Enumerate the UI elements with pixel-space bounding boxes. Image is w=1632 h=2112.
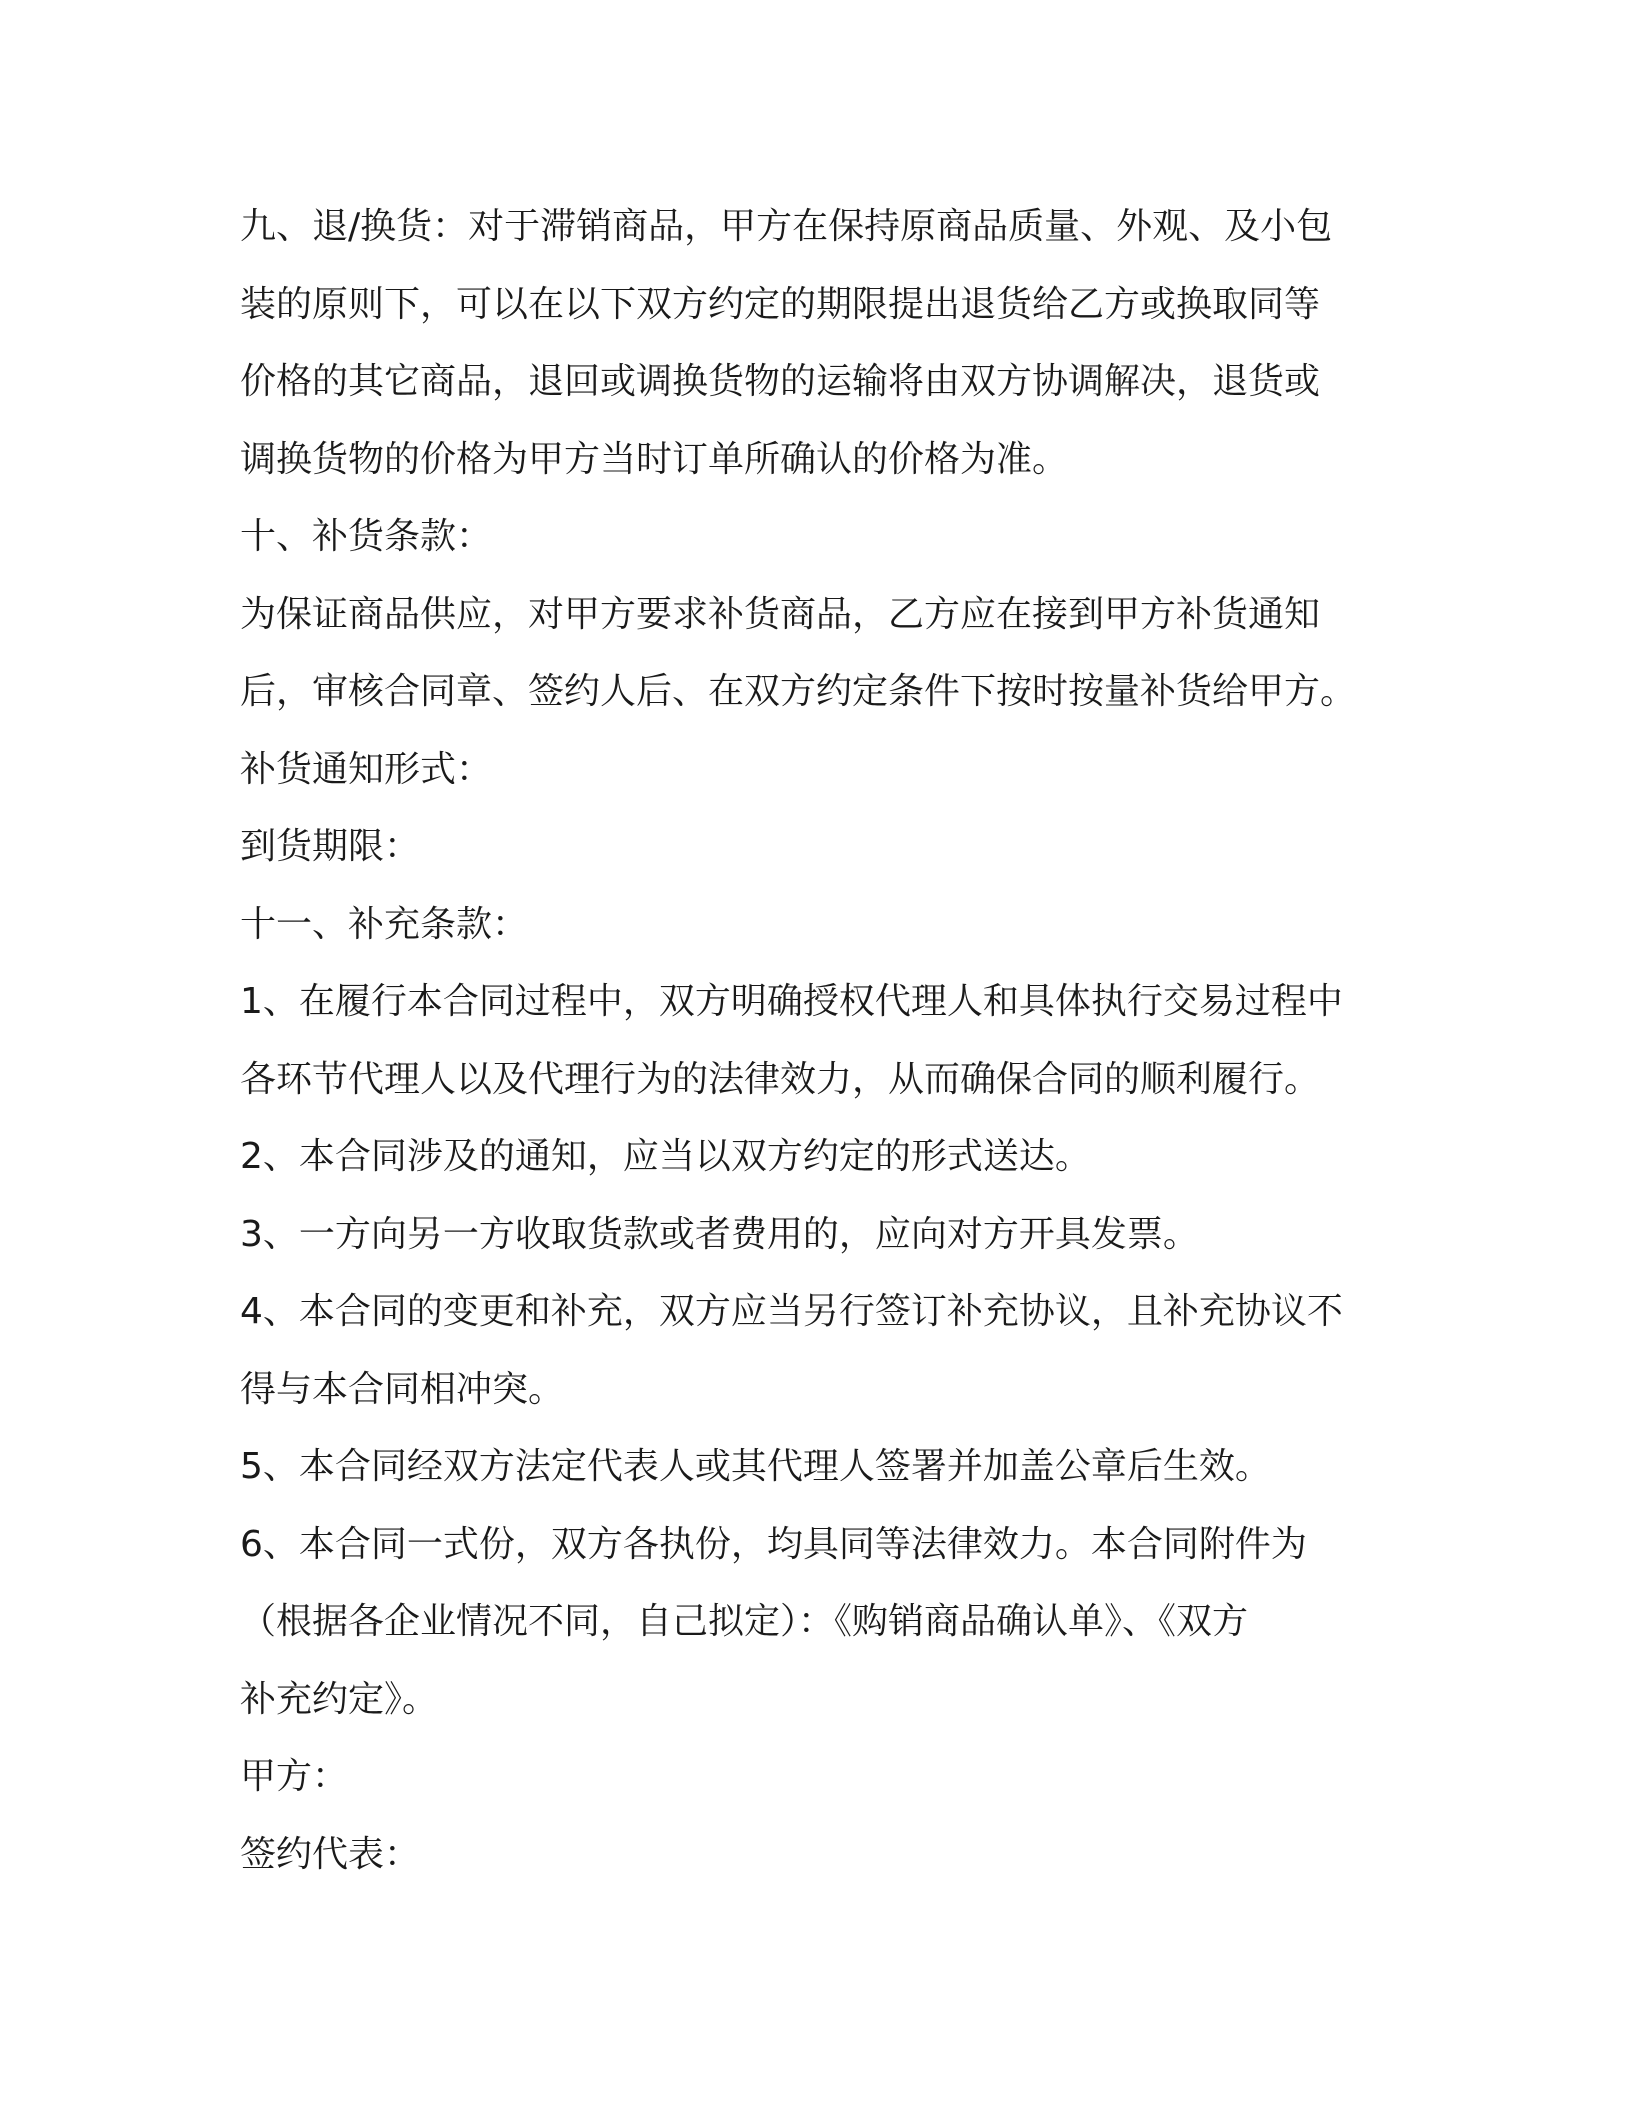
item-4-line-1: 4、本合同的变更和补充，双方应当另行签订补充协议，且补充协议不: [240, 1291, 1343, 1332]
clause-9-line-3: 价格的其它商品，退回或调换货物的运输将由双方协调解决，退货或: [240, 361, 1321, 402]
item-3: 3、一方向另一方收取货款或者费用的，应向对方开具发票。: [240, 1213, 1199, 1255]
delivery-deadline-label: 到货期限：: [240, 826, 421, 867]
party-a-label: 甲方：: [240, 1756, 349, 1797]
clause-9-line-2: 装的原则下，可以在以下双方约定的期限提出退货给乙方或换取同等: [240, 283, 1321, 325]
item-1-line-2: 各环节代理人以及代理行为的法律效力，从而确保合同的顺利履行。: [240, 1058, 1321, 1100]
clause-10-line-1: 为保证商品供应，对甲方要求补货商品，乙方应在接到甲方补货通知: [240, 593, 1321, 635]
item-6-line-3: 补充约定》。: [240, 1678, 439, 1720]
item-6-line-2: （根据各企业情况不同，自己拟定）：《购销商品确认单》、《双方: [240, 1601, 1249, 1642]
clause-10-line-2: 后，审核合同章、签约人后、在双方约定条件下按时按量补货给甲方。: [240, 671, 1357, 712]
document-body: [240, 188, 1400, 1893]
item-6-line-1: 6、本合同一式份，双方各执份，均具同等法律效力。本合同附件为: [240, 1523, 1307, 1565]
item-1-line-1: 1、在履行本合同过程中，双方明确授权代理人和具体执行交易过程中: [240, 981, 1343, 1022]
item-2: 2、本合同涉及的通知，应当以双方约定的形式送达。: [240, 1136, 1091, 1177]
item-5: 5、本合同经双方法定代表人或其代理人签署并加盖公章后生效。: [240, 1446, 1271, 1487]
clause-11-heading: 十一、补充条款：: [240, 903, 529, 945]
restock-notice-form-label: 补货通知形式：: [240, 748, 493, 790]
clause-10-heading: 十、补货条款：: [240, 516, 493, 557]
clause-9-line-4: 调换货物的价格为甲方当时订单所确认的价格为准。: [240, 438, 1069, 480]
clause-9-line-1: 九、退/换货：对于滞销商品，甲方在保持原商品质量、外观、及小包: [240, 206, 1333, 247]
signing-representative-label: 签约代表：: [240, 1833, 421, 1875]
item-4-line-2: 得与本合同相冲突。: [240, 1368, 565, 1410]
